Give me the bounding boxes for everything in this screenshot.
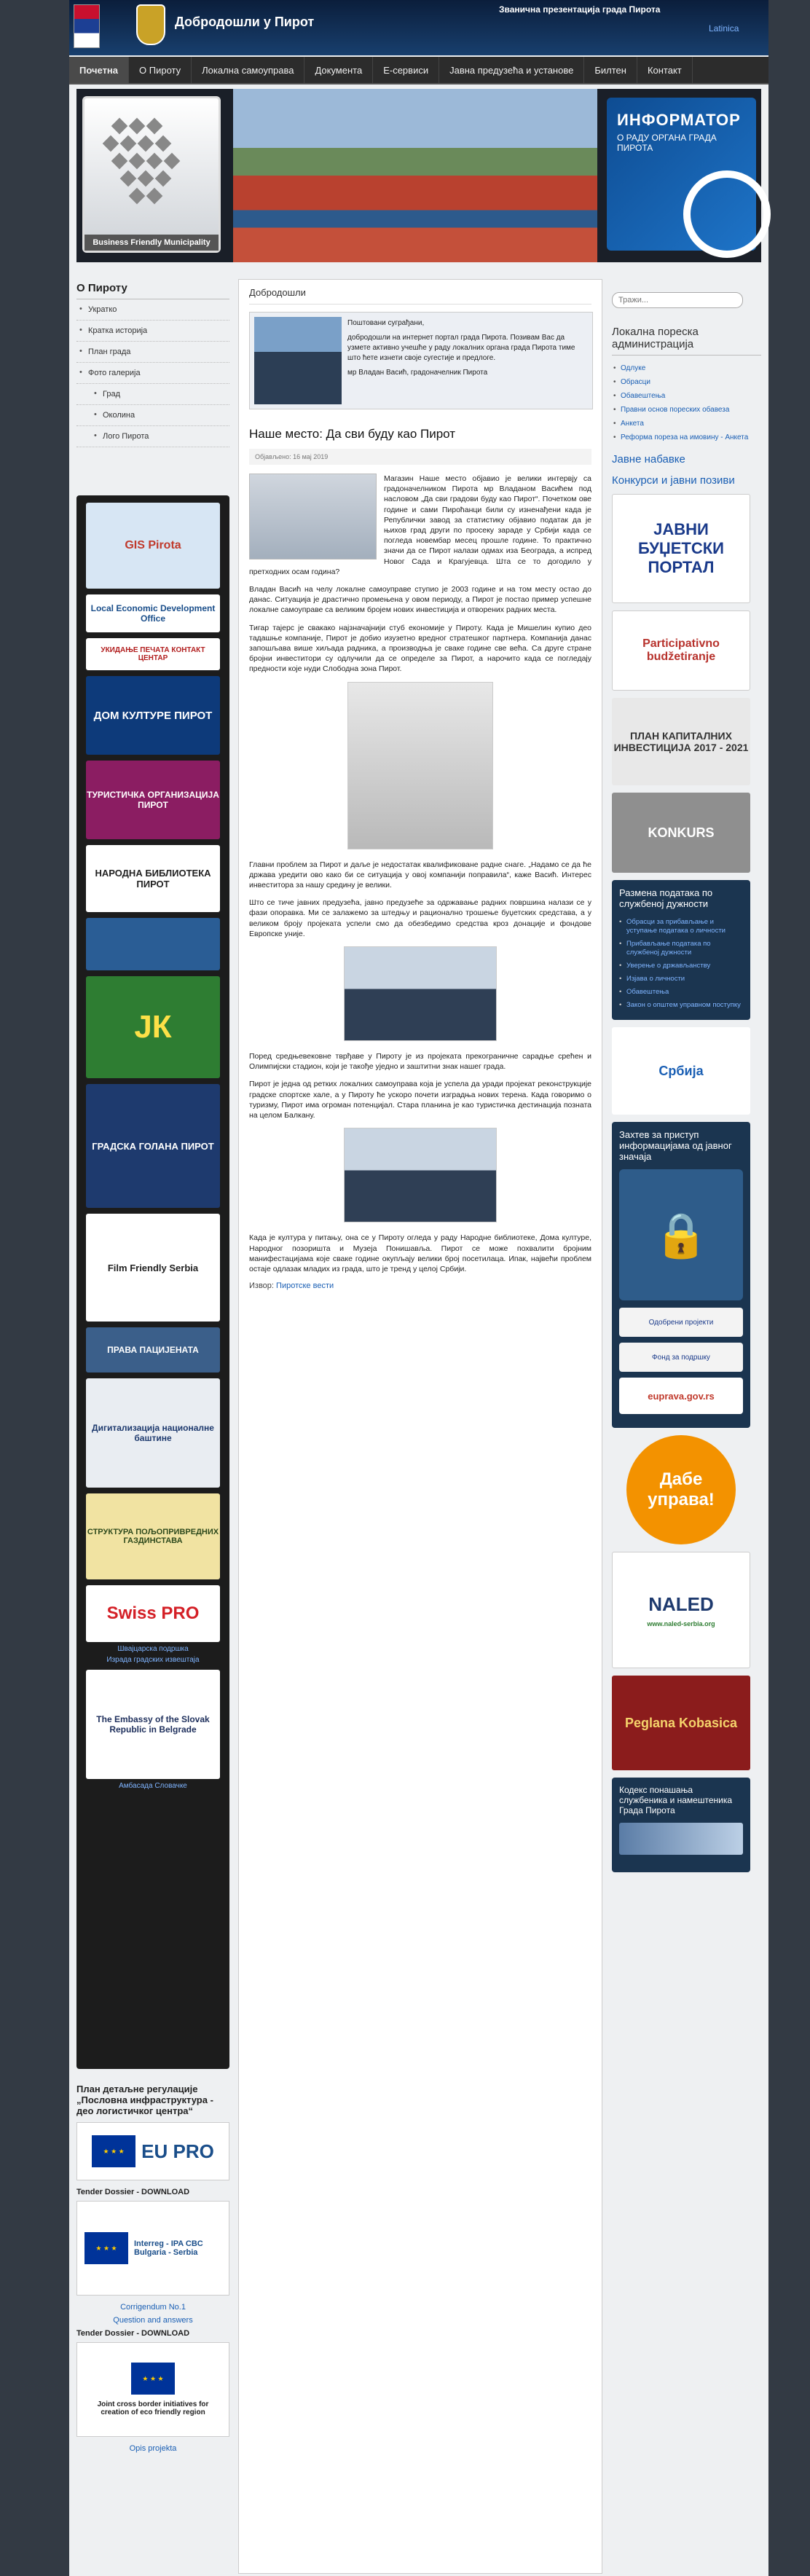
good-governance-banner[interactable]: Дабе управа! (626, 1435, 736, 1544)
project-description-link[interactable]: Opis projekta (129, 2444, 177, 2453)
welcome-box (249, 312, 593, 409)
eu-flag-icon: ★ ★ ★ (84, 2232, 128, 2264)
tax-menu-item[interactable]: • Одлуке (612, 361, 761, 375)
public-procurement-link[interactable]: Јавне набавке (612, 453, 685, 466)
naled-label: NALED (648, 1593, 714, 1615)
code-of-conduct-heading: Кодекс понашања службеника и намештеника Града Пирота (619, 1785, 733, 1815)
eu-flag-icon: ★ ★ ★ (92, 2135, 135, 2167)
corrigendum-link[interactable]: Corrigendum No.1 (120, 2303, 186, 2312)
article-paragraph: Поред средњевековне тврђаве у Пироту је из пројеката прекограничне сарадње срећен и Олимпијски стадион, који је такође уједно и заштитни знак нашег града. (249, 1052, 591, 1072)
article-thumbnail (249, 474, 377, 559)
welcome-text (347, 318, 588, 378)
serbia-banner[interactable]: Србија (612, 1027, 750, 1115)
nav-documents[interactable]: Документа (304, 57, 373, 83)
peglana-kobasica-banner[interactable]: Peglana Kobasica (612, 1676, 750, 1770)
capital-investment-plan-banner[interactable]: ПЛАН КАПИТАЛНИХ ИНВЕСТИЦИЈА 2017 - 2021 (612, 698, 750, 785)
jk-utility-banner[interactable]: ЈК (86, 976, 220, 1078)
coat-of-arms-icon[interactable] (136, 4, 165, 45)
patient-rights-banner[interactable]: ПРАВА ПАЦИЈЕНАТА (86, 1327, 220, 1373)
stadium-photo (233, 89, 597, 262)
informator-subtitle: О РАДУ ОРГАНА ГРАДА ПИРОТА (617, 133, 717, 153)
digitalization-heritage-banner[interactable]: Дигитализација националне баштине (86, 1378, 220, 1488)
eu-pro-label: EU PRO (141, 2140, 214, 2162)
participatory-budget-banner[interactable]: Participativno budžetiranje (612, 610, 750, 691)
top-bar (69, 0, 768, 55)
left-menu-item[interactable]: • Укратко (76, 299, 229, 321)
reports-caption[interactable]: Израда градских извештаја (106, 1656, 200, 1664)
contests-link[interactable]: Конкурси и јавни позиви (612, 474, 735, 487)
stamp-abolition-banner[interactable]: УКИДАЊЕ ПЕЧАТА КОНТАКТ ЦЕНТАР (86, 638, 220, 670)
led-office-banner[interactable]: Local Economic Development Office (86, 594, 220, 632)
swiss-pro-banner[interactable]: Swiss PRO (86, 1585, 220, 1642)
city-cemetery-banner[interactable]: ГРАДСКА ГОЛАНА ПИРОТ (86, 1084, 220, 1208)
main-content (238, 279, 602, 2574)
handshake-image (619, 1823, 743, 1855)
swiss-pro-caption[interactable]: Швајцарска подршка (117, 1645, 189, 1653)
left-menu-heading: О Пироту (76, 279, 229, 299)
interreg-banner[interactable] (76, 2201, 229, 2296)
nav-about-pirot[interactable]: О Пироту (129, 57, 192, 83)
left-menu-item[interactable]: • Фото галерија (76, 363, 229, 384)
article-paragraph: Што се тиче јавних предузећа, јавно предузеће за одржавање радних површина налази се у фази опоравка. Ми се залажемо за штедњу и рационално трошење буџетских средстава, а у великом броју пројеката успели смо да обезбедимо средства кроз донације и фондове Европске уније. (249, 898, 591, 938)
site-title: Добродошли у Пирот (175, 15, 315, 29)
slovak-embassy-caption[interactable]: Амбасада Словачке (119, 1782, 187, 1790)
article-paragraph: Тигар тајерс је свакако најзначајнији стуб економије у Пироту. Када је Мишелин купио део тадашње компаније, Пирот је добио изузетно вредног стратешког партнера. Компанија данас запошљава више хиљада радника, а производња је сваке године све већа. Са друге стране бројни инвеститори су одлучили да се определе за Пирот, а нарочито када се погледају предности које нуди Слободна зона Пирот. (249, 623, 591, 674)
article-paragraph: Главни проблем за Пирот и даље је недостатак квалификоване радне снаге. „Надамо се да ће држава уредити ово како би се ситуација у овој компанији поправила“, каже Васић. Интерес инвеститора за нашу средину је велики. (249, 860, 591, 890)
data-exchange-item[interactable]: • Изјава о личности (619, 973, 743, 986)
left-bottom-section (76, 2084, 229, 2457)
article-paragraph: Пирот је једна од ретких локалних самоуправа која је успела да уради пројекат реконструкције градске спортске хале, а у Пироту ће ускоро почети изградња нових терена. Када говоримо о туризму, Пирот има огроман потенцијал. Стара планина је као туристичка дестинација позната на целом Балкану. (249, 1080, 591, 1120)
approved-projects-banner[interactable]: Одобрени пројекти (619, 1308, 743, 1337)
slovak-embassy-banner[interactable]: The Embassy of the Slovak Republic in Belgrade (86, 1670, 220, 1779)
eu-flag-icon: ★ ★ ★ (131, 2363, 175, 2395)
left-sidebar (76, 279, 229, 447)
data-exchange-item[interactable]: • Обавештења (619, 986, 743, 1000)
tax-menu-item[interactable]: • Реформа пореза на имовину - Анкета (612, 431, 761, 444)
article-page-image (347, 682, 493, 849)
nav-public-companies[interactable]: Јавна предузећа и установе (439, 57, 584, 83)
article-paragraph: Владан Васић на челу локалне самоуправе ступио је 2003 године и на том месту остао до данас. Ситуација је драстично промењена у овом периоду, а Пирот је постао пример успешне локалне самоуправе са великим бројем нових инвестиција и отворених радних места. (249, 585, 591, 615)
joint-initiatives-banner[interactable] (76, 2342, 229, 2437)
serbia-flag-icon (74, 4, 100, 48)
film-friendly-serbia-banner[interactable]: Film Friendly Serbia (86, 1214, 220, 1322)
eu-pro-banner[interactable] (76, 2122, 229, 2180)
tax-menu-item[interactable]: • Анкета (612, 417, 761, 431)
tax-menu-item[interactable]: • Правни основ пореских обавеза (612, 403, 761, 417)
welcome-message: добродошли на интернет портал града Пирота. Позивам Вас да узмете активно учешће у раду локалних органа града Пирота тиме што ћете изнети своје сугестије и предлоге. (347, 334, 575, 362)
data-exchange-panel (612, 880, 750, 1020)
gis-pirota-banner[interactable]: GIS Pirota (86, 503, 220, 589)
informator-disc-icon (683, 170, 771, 258)
article-paragraph: Магазин Наше место објавио је велики интервју са градоначелником Пирота мр Владаном Васићем под насловом „Да сви градови буду као Пирот“. Почетком ове године и сами Пироћанци били су изненађени када је Републички завод за статистику објавио податак да је њихов град други по просеку зараде у Србији када се погледа новембар месец прошле године. То практично значи да се Пирот налази одмах иза Београда, а испред Новог Сада и Крагујевца. Шта се то догодило у претходних осам година? (249, 474, 591, 576)
business-friendly-logo[interactable] (82, 96, 221, 253)
tax-administration-heading: Локална пореска администрација (612, 326, 761, 356)
nav-local-government[interactable]: Локална самоуправа (192, 57, 304, 83)
code-of-conduct-panel[interactable] (612, 1778, 750, 1872)
tender-dossier-label[interactable]: Tender Dossier - DOWNLOAD (76, 2188, 190, 2196)
source-label: Извор: (249, 1281, 274, 1291)
informator-title: ИНФОРМАТОР (617, 111, 741, 129)
mayor-photo (254, 317, 342, 404)
informator-banner[interactable] (607, 98, 756, 251)
source-link[interactable]: Пиротске вести (276, 1281, 334, 1291)
nav-bulletin[interactable]: Билтен (584, 57, 637, 83)
budget-portal-banner[interactable]: ЈАВНИ БУЏЕТСКИ ПОРТАЛ (612, 494, 750, 603)
left-menu-subitem[interactable]: • Град (76, 384, 229, 405)
data-exchange-item[interactable]: • Обрасци за прибављање и уступање података о личности (619, 916, 743, 938)
interreg-label: Interreg - IPA CBC Bulgaria - Serbia (134, 2239, 203, 2257)
tax-menu-item[interactable]: • Обавештења (612, 389, 761, 403)
data-exchange-item[interactable]: • Уверење о држављанству (619, 960, 743, 973)
naled-url: www.naled-serbia.org (647, 1619, 715, 1627)
nav-e-services[interactable]: Е-сервиси (373, 57, 439, 83)
welcome-greeting: Поштовани суграђани, (347, 319, 425, 327)
left-menu-subitem[interactable]: • Околина (76, 405, 229, 426)
public-information-panel[interactable] (612, 1122, 750, 1428)
page (69, 0, 768, 2576)
naled-banner[interactable] (612, 1552, 750, 1668)
support-fund-banner[interactable]: Фонд за подршку (619, 1343, 743, 1372)
euprava-banner[interactable]: euprava.gov.rs (619, 1378, 743, 1414)
article-source (249, 1281, 591, 1290)
welcome-signature: мр Владан Васић, градоначелник Пирота (347, 369, 488, 377)
detailed-regulation-plan-title[interactable]: План детаљне регулације „Пословна инфраструктура - део логистичког центра“ (76, 2084, 213, 2116)
padlock-icon: 🔒 (619, 1169, 743, 1300)
agri-farm-structure-banner[interactable]: СТРУКТУРА ПОЉОПРИВРЕДНИХ ГАЗДИНСТАВА (86, 1493, 220, 1579)
article-title[interactable]: Наше место: Да сви буду као Пирот (249, 427, 456, 441)
data-exchange-item[interactable]: • Закон о општем управном поступку (619, 1000, 743, 1013)
article-photo-mayor (344, 946, 497, 1041)
data-exchange-heading: Размена података по службеној дужности (619, 887, 713, 909)
nav-contact[interactable]: Контакт (637, 57, 693, 83)
right-sidebar (612, 279, 761, 1880)
tax-menu-item[interactable]: • Обрасци (612, 375, 761, 389)
left-menu-item[interactable]: • План града (76, 342, 229, 363)
national-library-banner[interactable]: НАРОДНА БИБЛИОТЕКА ПИРОТ (86, 845, 220, 912)
questions-answers-link[interactable]: Question and answers (113, 2316, 193, 2325)
article-photo-mayor-2 (344, 1128, 497, 1222)
tourist-organization-banner[interactable]: ТУРИСТИЧКА ОРГАНИЗАЦИЈА ПИРОТ (86, 761, 220, 839)
article-paragraph: Када је култура у питању, она се у Пироту огледа у раду Народне библиотеке, Дома културе, Народног позоришта и Музеја Понишавља. Пирот се може похвалити бројним манифестацијама које сваке године окупљају велики број посетилаца. Ипак, највећи проблем остаје одлазак младих из града, што је тренд у целој Србији. (249, 1233, 591, 1273)
tender-dossier-label-2[interactable]: Tender Dossier - DOWNLOAD (76, 2329, 190, 2338)
joint-initiatives-label: Joint cross border initiatives for creation of eco friendly region (97, 2400, 209, 2416)
official-presentation-title: Званична презентација града Пирота (499, 4, 661, 15)
culture-house-banner[interactable]: ДОМ КУЛТУРЕ ПИРОТ (86, 676, 220, 755)
left-banner-panel (76, 495, 229, 2069)
hero-banner (76, 89, 761, 262)
latin-script-link[interactable]: Latinica (709, 23, 739, 34)
search-input[interactable] (612, 292, 743, 308)
welcome-heading: Добродошли (249, 287, 591, 305)
public-information-heading: Захтев за приступ информацијама од јавног значаја (619, 1129, 732, 1162)
data-exchange-item[interactable]: • Прибављање података по службеној дужности (619, 938, 743, 960)
left-menu-item[interactable]: • Кратка историја (76, 321, 229, 342)
business-friendly-caption: Business Friendly Municipality (84, 235, 219, 251)
municipal-service-banner[interactable] (86, 918, 220, 970)
left-menu-subitem[interactable]: • Лого Пирота (76, 426, 229, 447)
main-navigation (69, 57, 768, 85)
article-meta: Објављено: 16 мај 2019 (249, 449, 591, 465)
konkurs-banner[interactable]: KONKURS (612, 793, 750, 873)
nav-home[interactable]: Почетна (69, 57, 129, 83)
